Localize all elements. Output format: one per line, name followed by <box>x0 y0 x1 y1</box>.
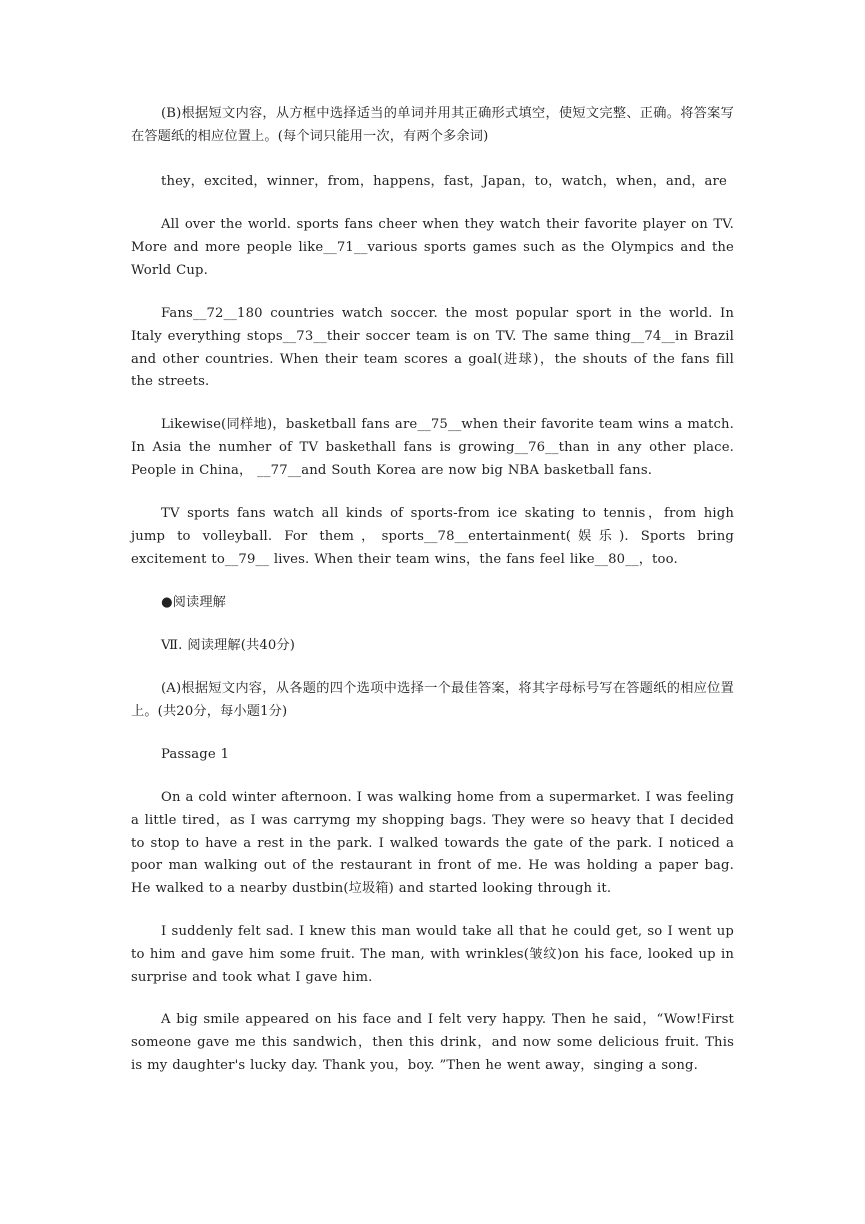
passage-1-paragraph-3: A big smile appeared on his face and I felt very happy. Then he said，“Wow!First someone gave me this sandwich，then this drink，and now some delicious fruit. This is my daughter's lucky day. Thank you，boy. ”Then he went away，singing a song. <box>131 1012 734 1073</box>
section-a-instruction: (A)根据短文内容，从各题的四个选项中选择一个最佳答案，将其字母标号写在答题纸的相应位置上。(共20分，每小题1分) <box>131 681 734 719</box>
passage-label: Passage 1 <box>161 747 230 762</box>
word-box: they，excited，winner，from，happens，fast，Japan，to，watch，when，and，are <box>161 174 727 189</box>
passage-b-paragraph-4: TV sports fans watch all kinds of sports-from ice skating to tennis，from high jump to volleyball. For them，sports__78__entertainment(娱乐). Sports bring excitement to__79__ lives. When their team wins，the fans feel like__80__，too. <box>131 506 734 567</box>
passage-b-paragraph-1: All over the world. sports fans cheer when they watch their favorite player on TV. More and more people like__71__various sports games such as the Olympics and the World Cup. <box>131 217 734 278</box>
section-b-instruction: (B)根据短文内容，从方框中选择适当的单词并用其正确形式填空，使短文完整、正确。将答案写在答题纸的相应位置上。(每个词只能用一次，有两个多余词) <box>131 106 734 144</box>
passage-b-paragraph-3: Likewise(同样地)，basketball fans are__75__when their favorite team wins a match. In Asia the numher of TV baskethall fans is growing__76__than in any other place. People in China， __77__and South Korea are now big NBA basketball fans. <box>131 417 734 478</box>
passage-b-paragraph-2: Fans__72__180 countries watch soccer. the most popular sport in the world. In Italy everything stops__73__their soccer team is on TV. The same thing__74__in Brazil and other countries. When their team scores a goal(进球)，the shouts of the fans fill the streets. <box>131 306 734 390</box>
passage-1-paragraph-2: I suddenly felt sad. I knew this man would take all that he could get, so I went up to him and gave him some fruit. The man, with wrinkles(皱纹)on his face, looked up in surprise and took what I gave him. <box>131 924 734 985</box>
passage-1-paragraph-1: On a cold winter afternoon. I was walking home from a supermarket. I was feeling a little tired，as I was carrymg my shopping bags. They were so heavy that I decided to stop to have a rest in the park. I walked towards the gate of the park. I noticed a poor man walking out of the restaurant in front of me. He was holding a paper bag. He walked to a nearby dustbin(垃圾箱) and started looking through it. <box>131 790 734 897</box>
section-vii-title: Ⅶ. 阅读理解(共40分) <box>161 638 296 653</box>
reading-bullet-heading: ●阅读理解 <box>161 595 227 610</box>
